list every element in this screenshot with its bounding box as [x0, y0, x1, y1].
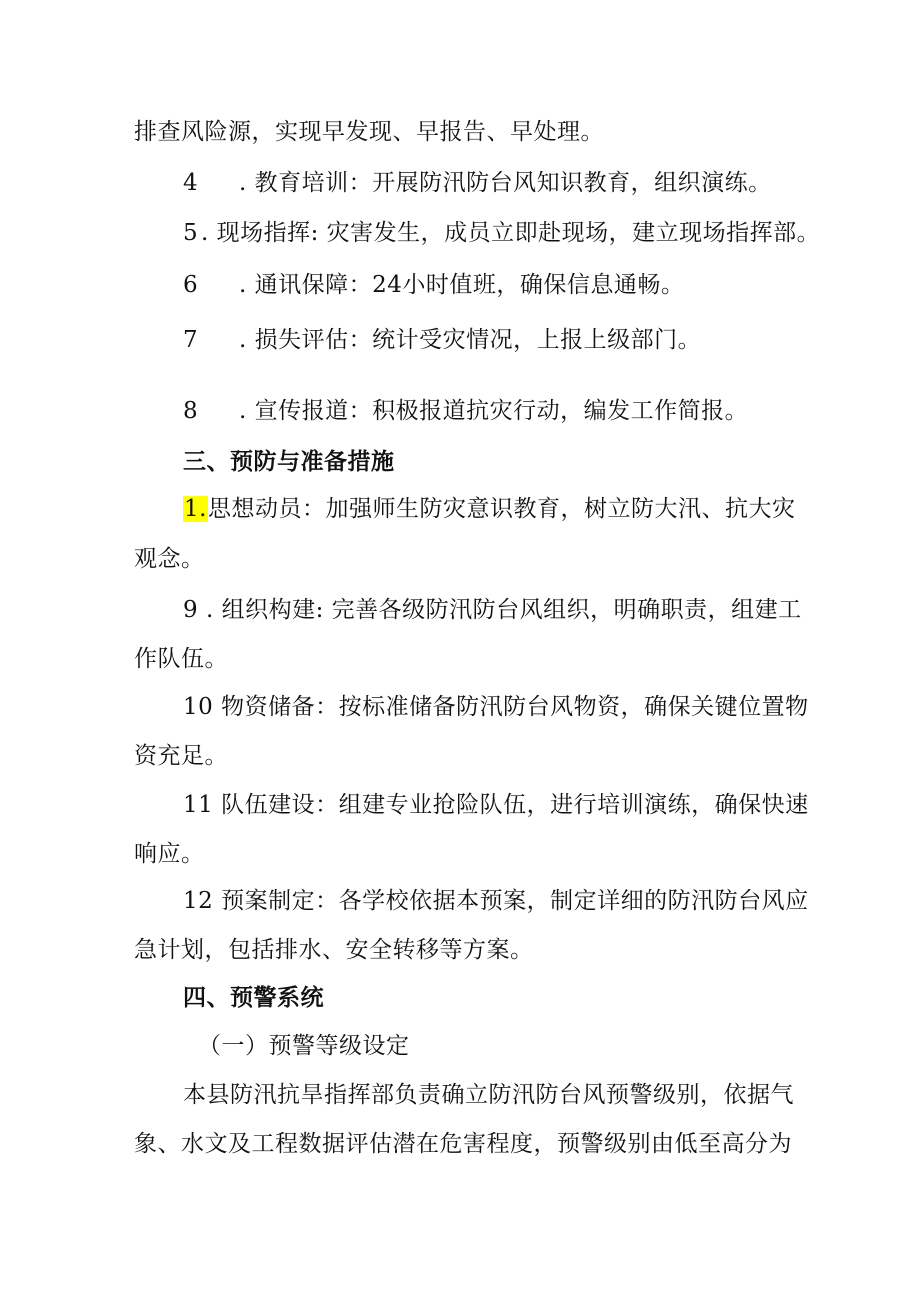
list-text: . 通讯保障：24小时值班，确保信息通畅。 [239, 272, 685, 298]
paragraph-10: 10 物资储备：按标准储备防汛防台风物资，确保关键位置物 [183, 694, 809, 720]
paragraph-11-cont: 响应。 [134, 841, 205, 867]
list-item-6 [183, 270, 684, 300]
list-item-8 [183, 396, 748, 426]
paragraph-10-cont: 资充足。 [134, 743, 228, 769]
paragraph-12: 12 预案制定：各学校依据本预案，制定详细的防汛防台风应 [183, 888, 809, 914]
list-item-4 [183, 168, 772, 198]
list-item-7 [183, 325, 701, 355]
paragraph-last-line2: 象、水文及工程数据评估潜在危害程度，预警级别由低至高分为 [134, 1131, 792, 1157]
list-item-5 [183, 218, 820, 248]
highlighted-number: 1. [184, 496, 207, 522]
list-number: 4 [183, 170, 199, 196]
paragraph-9: 9 . 组织构建: 完善各级防汛防台风组织，明确职责，组建工 [183, 597, 802, 623]
paragraph-text: 思想动员：加强师生防灾意识教育，树立防大汛、抗大灾 [207, 496, 796, 522]
section-heading-3: 三、预防与准备措施 [183, 449, 395, 475]
list-number: 8 [183, 398, 199, 424]
list-text: . 教育培训：开展防汛防台风知识教育，组织演练。 [239, 170, 772, 196]
paragraph-12-cont: 急计划，包括排水、安全转移等方案。 [134, 937, 534, 963]
paragraph-1 [183, 494, 795, 524]
paragraph-9-cont: 作队伍。 [134, 646, 228, 672]
paragraph-line: 排查风险源，实现早发现、早报告、早处理。 [134, 119, 604, 145]
list-number: 7 [183, 327, 199, 353]
list-text: . 宣传报道：积极报道抗灾行动，编发工作简报。 [239, 398, 749, 424]
list-number: 6 [183, 272, 199, 298]
paragraph-11: 11 队伍建设：组建专业抢险队伍，进行培训演练，确保快速 [183, 792, 809, 818]
paragraph-last-line1: 本县防汛抗旱指挥部负责确立防汛防台风预警级别，依据气 [183, 1082, 794, 1108]
paragraph-1-cont: 观念。 [134, 546, 205, 572]
list-text: . 现场指挥: 灾害发生，成员立即赴现场，建立现场指挥部。 [201, 220, 821, 246]
section-heading-4: 四、预警系统 [183, 985, 324, 1011]
subsection-heading: （一）预警等级设定 [198, 1033, 410, 1059]
list-text: . 损失评估：统计受灾情况，上报上级部门。 [239, 327, 702, 353]
list-number: 5 [183, 220, 199, 246]
